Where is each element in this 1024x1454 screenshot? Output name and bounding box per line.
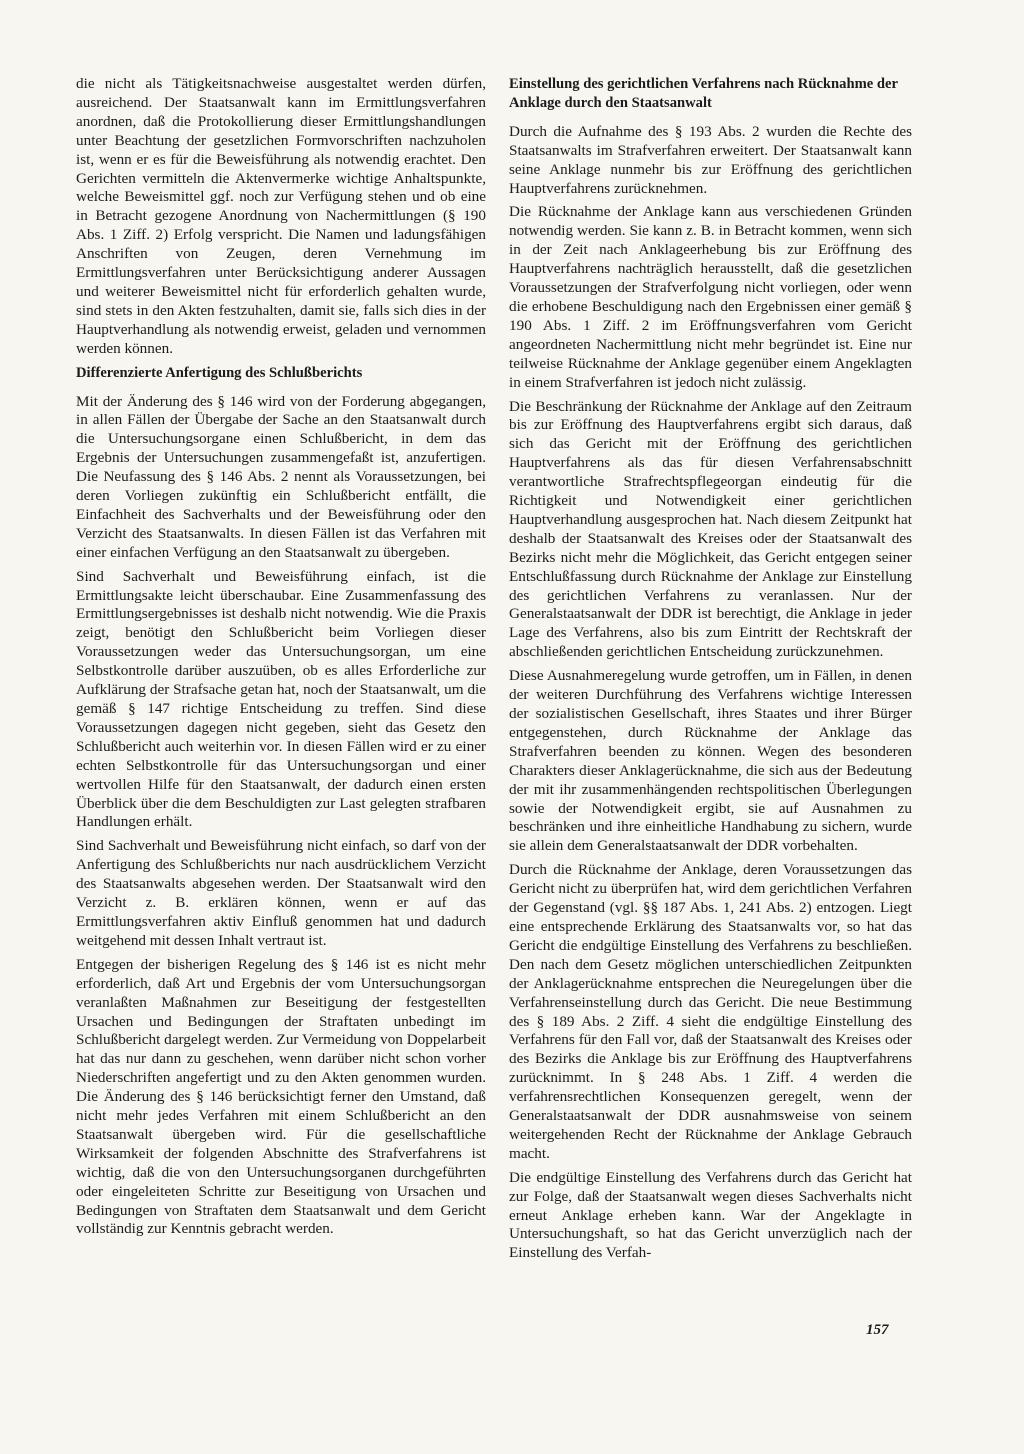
section-heading: Differenzierte Anfertigung des Schlußberichts: [76, 364, 363, 381]
paragraph: Durch die Aufnahme des § 193 Abs. 2 wurden die Rechte des Staatsanwalts im Strafverfahren erweitert. Der Staatsanwalt kann seine Anklage nunmehr bis zur Eröffnung des gerichtlichen Hauptverfahrens zurücknehmen.: [509, 122, 912, 197]
paragraph: die nicht als Tätigkeitsnachweise ausgestaltet werden dürfen, ausreichend. Der Staatsanwalt kann im Ermittlungsverfahren anordnen, daß die Protokollierung dieser Ermittlungshandlungen unter Beachtung der gesetzlichen Formvorschriften nachzuholen ist, wenn er es für die Beweisführung als notwendig erachtet. Den Gerichten vermitteln die Aktenvermerke wichtige Anhaltspunkte, welche Beweismittel ggf. noch zur Verfügung stehen und ob eine in Betracht gezogene Anordnung von Nachermittlungen (§ 190 Abs. 1 Ziff. 2) Erfolg verspricht. Die Namen und ladungsfähigen Anschriften von Zeugen, deren Vernehmung im Ermittlungsverfahren unter Berücksichtigung anderer Aussagen und weiterer Beweismittel nicht für erforderlich gehalten wurde, sind stets in den Akten festzuhalten, damit sie, falls sich dies in der Hauptverhandlung als notwendig erweist, geladen und vernommen werden können.: [76, 75, 486, 357]
paragraph: Die endgültige Einstellung des Verfahrens durch das Gericht hat zur Folge, daß der Staatsanwalt wegen dieses Sachverhalts nicht erneut Anklage erheben kann. War der Angeklagte in Untersuchungshaft, so hat das Gericht unverzüglich nach der Einstellung des Verfah-: [509, 1168, 912, 1262]
paragraph: Sind Sachverhalt und Beweisführung einfach, ist die Ermittlungsakte leicht überschaubar. Eine Zusammenfassung des Ermittlungsergebnisses ist deshalb nicht notwendig. Wie die Praxis zeigt, benötigt den Schlußbericht beim Vorliegen dieser Voraussetzungen weder das Untersuchungsorgan, um eine Selbstkontrolle darüber auszuüben, ob es alles Erforderliche zur Aufklärung der Strafsache getan hat, noch der Staatsanwalt, um die gemäß § 147 richtige Entscheidung zu treffen. Sind diese Voraussetzungen dagegen nicht gegeben, sieht das Gesetz den Schlußbericht auch weiterhin vor. In diesen Fällen wird er zu einer echten Selbstkontrolle für das Untersuchungsorgan und einer wertvollen Hilfe für den Staatsanwalt, der dadurch einen ersten Überblick über die dem Beschuldigten zur Last gelegten strafbaren Handlungen erhält.: [76, 567, 486, 831]
paragraph: Diese Ausnahmeregelung wurde getroffen, um in Fällen, in denen der weiteren Durchführung des Verfahrens wichtige Interessen der sozialistischen Gesellschaft, ihres Staates und ihrer Bürger entgegenstehen, durch Rücknahme der Anklage das Strafverfahren beenden zu können. Wegen des besonderen Charakters dieser Anklagerücknahme, die sich aus der Bedeutung der mit ihr zusammenhängenden rechtspolitischen Überlegungen sowie der Notwendigkeit ergibt, sie auf Ausnahmen zu beschränken und ihre einheitliche Handhabung zu sichern, wurde sie allein dem Generalstaatsanwalt der DDR vorbehalten.: [509, 667, 912, 855]
paragraph: Entgegen der bisherigen Regelung des § 146 ist es nicht mehr erforderlich, daß Art und Ergebnis der vom Untersuchungsorgan veranlaßten Maßnahmen zur Beseitigung der festgestellten Ursachen und Bedingungen der Straftaten unbedingt im Schlußbericht dargelegt werden. Zur Vermeidung von Doppelarbeit hat das nur dann zu geschehen, wenn darüber nicht schon vorher Niederschriften angefertigt und zu den Akten genommen wurden. Die Änderung des § 146 berücksichtigt ferner den Umstand, daß nicht mehr jedes Verfahren mit einem Schlußbericht an den Staatsanwalt übergeben wird. Für die gesellschaftliche Wirksamkeit der folgenden Abschnitte des Strafverfahrens ist wichtig, daß die von den Untersuchungsorganen durchgeführten oder eingeleiteten Schritte zur Beseitigung von Ursachen und Bedingungen von Straftaten dem Staatsanwalt und dem Gericht vollständig zur Kenntnis gebracht werden.: [76, 955, 486, 1238]
paragraph: Durch die Rücknahme der Anklage, deren Voraussetzungen das Gericht nicht zu überprüfen hat, wird dem gerichtlichen Verfahren der Gegenstand (vgl. §§ 187 Abs. 1, 241 Abs. 2) entzogen. Liegt eine entsprechende Erklärung des Staatsanwalts vor, so hat das Gericht die endgültige Einstellung des Verfahrens zu beschließen. Den nach dem Gesetz möglichen unterschiedlichen Zeitpunkten der Anklagerücknahme entsprechen die Neuregelungen über die Verfahrenseinstellung durch das Gericht. Die neue Bestimmung des § 189 Abs. 2 Ziff. 4 sieht die endgültige Einstellung des Verfahrens für den Fall vor, daß der Staatsanwalt des Kreises oder des Bezirks die Anklage bis zur Eröffnung des Hauptverfahrens zurücknimmt. In § 248 Abs. 1 Ziff. 4 werden die verfahrensrechtlichen Konsequenzen geregelt, wenn der Generalstaatsanwalt der DDR ausnahmsweise von seinem weitergehenden Recht der Rücknahme der Anklage Gebrauch macht.: [509, 861, 912, 1162]
paragraph: Die Beschränkung der Rücknahme der Anklage auf den Zeitraum bis zur Eröffnung des Hauptverfahrens ergibt sich daraus, daß sich das Gericht mit der Eröffnung des gerichtlichen Hauptverfahrens als das für diesen Verfahrensabschnitt verantwortliche Strafrechtspflegeorgan eindeutig für die Richtigkeit und Notwendigkeit einer gerichtlichen Hauptverhandlung ausgesprochen hat. Nach diesem Zeitpunkt hat deshalb der Staatsanwalt des Kreises oder der Staatsanwalt des Bezirks nicht mehr die Möglichkeit, das Gericht entgegen seiner Entschlußfassung durch Rücknahme der Anklage zur Einstellung des gerichtlichen Verfahrens zu veranlassen. Nur der Generalstaatsanwalt der DDR ist berechtigt, die Anklage in jeder Lage des Verfahrens, also bis zum Eintritt der Rechtskraft der abschließenden gerichtlichen Entscheidung zurückzunehmen.: [509, 397, 912, 661]
paragraph: Sind Sachverhalt und Beweisführung nicht einfach, so darf von der Anfertigung des Schlußberichts nur nach ausdrücklichem Verzicht des Staatsanwalts abgesehen werden. Der Staatsanwalt wird den Verzicht z. B. erklären können, wenn er auf das Ermittlungsverfahren aktiv Einfluß genommen hat und dadurch weitgehend mit dessen Inhalt vertraut ist.: [76, 837, 486, 949]
page-number: 157: [866, 1322, 889, 1338]
right-column: [509, 75, 912, 1268]
paragraph: Die Rücknahme der Anklage kann aus verschiedenen Gründen notwendig werden. Sie kann z. B. in Betracht kommen, wenn sich in der Zeit nach Anklageerhebung bis zur Eröffnung des Hauptverfahrens nachträglich herausstellt, daß die gesetzlichen Voraussetzungen der Strafverfolgung nicht vorliegen, oder wenn die erhobene Beschuldigung nach den Ergebnissen einer gemäß § 190 Abs. 1 Ziff. 2 im Eröffnungsverfahren vom Gericht angeordneten Nachermittlung nicht mehr begründet ist. Eine nur teilweise Rücknahme der Anklage gegenüber einem Angeklagten in einem Strafverfahren ist jedoch nicht zulässig.: [509, 203, 912, 391]
paragraph: Mit der Änderung des § 146 wird von der Forderung abgegangen, in allen Fällen der Übergabe der Sache an den Staatsanwalt durch die Untersuchungsorgane einen Schlußbericht, in dem das Ergebnis der Untersuchungen zusammengefaßt ist, anzufertigen. Die Neufassung des § 146 Abs. 2 nennt als Voraussetzungen, bei deren Vorliegen zukünftig ein Schlußbericht entfällt, die Einfachheit des Sachverhalts und der Beweisführung oder den Verzicht des Staatsanwalts. In diesen Fällen ist das Verfahren mit einer einfachen Verfügung an den Staatsanwalt zu übergeben.: [76, 392, 486, 561]
section-heading: Einstellung des gerichtlichen Verfahrens nach Rücknahme der Anklage durch den Staatsanwalt: [509, 76, 898, 111]
left-column: [76, 75, 486, 1244]
